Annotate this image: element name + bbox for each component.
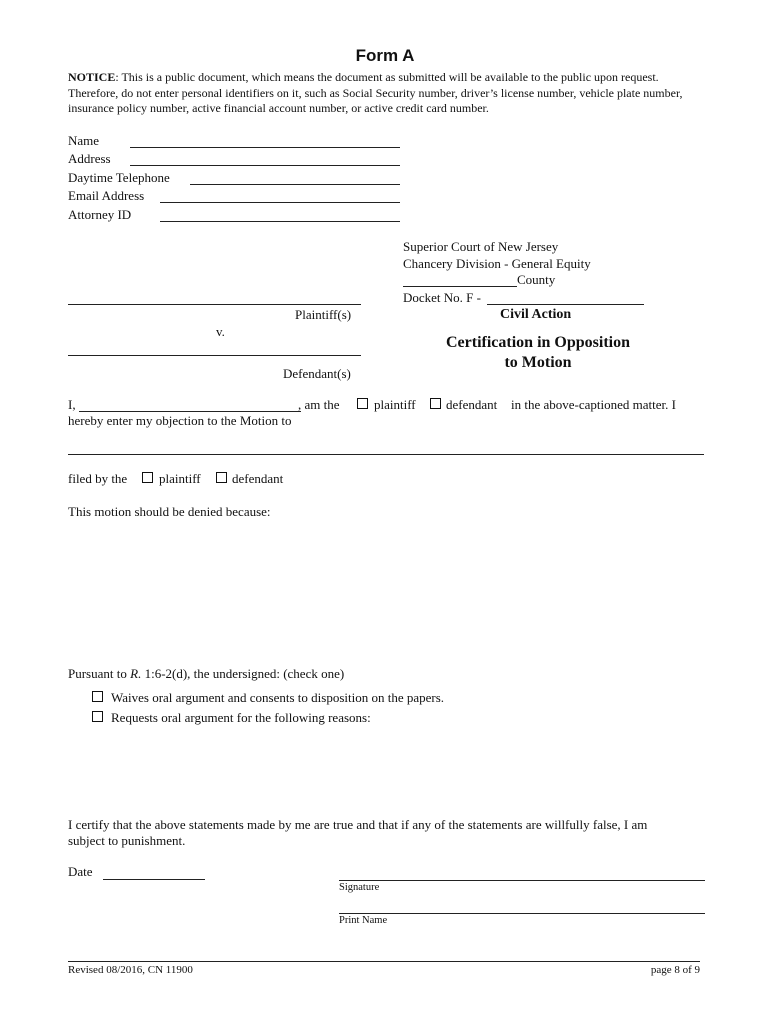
argument-reasons-area[interactable] bbox=[111, 730, 701, 800]
print-name-label: Print Name bbox=[339, 915, 388, 926]
filed-by-defendant-label: defendant bbox=[232, 471, 284, 486]
waive-argument-label: Waives oral argument and consents to disposition on the papers. bbox=[111, 690, 445, 705]
versus-label: v. bbox=[216, 324, 225, 339]
filed-by-text: filed by the bbox=[68, 471, 128, 486]
certifier-name-field[interactable] bbox=[79, 397, 301, 412]
pursuant-text bbox=[68, 666, 344, 682]
email-address-field[interactable] bbox=[160, 188, 400, 203]
certify-line-2: subject to punishment. bbox=[68, 833, 186, 848]
notice-paragraph bbox=[68, 70, 708, 117]
denied-because-text: This motion should be denied because: bbox=[68, 504, 271, 519]
motion-description-field[interactable] bbox=[68, 440, 704, 455]
request-argument-label: Requests oral argument for the following reasons: bbox=[111, 710, 371, 725]
filed-by-plaintiff-checkbox[interactable] bbox=[142, 472, 153, 483]
civil-action-label: Civil Action bbox=[500, 307, 572, 322]
role-plaintiff-checkbox[interactable] bbox=[357, 398, 368, 409]
date-field[interactable] bbox=[103, 865, 205, 880]
attorney-id-label: Attorney ID bbox=[68, 207, 132, 222]
docket-number-field[interactable] bbox=[487, 290, 644, 305]
plaintiff-label: Plaintiff(s) bbox=[295, 307, 352, 322]
page-number: page 8 of 9 bbox=[650, 964, 700, 976]
court-division: Chancery Division - General Equity bbox=[403, 256, 591, 271]
pursuant-prefix: Pursuant to bbox=[68, 666, 131, 681]
filed-by-plaintiff-label: plaintiff bbox=[159, 471, 201, 486]
role-defendant-checkbox[interactable] bbox=[430, 398, 441, 409]
name-field[interactable] bbox=[130, 133, 400, 148]
email-address-label: Email Address bbox=[68, 188, 145, 203]
county-label: County bbox=[517, 272, 556, 287]
form-title: Form A bbox=[355, 46, 415, 65]
signature-label: Signature bbox=[339, 882, 380, 893]
objection-text: hereby enter my objection to the Motion to bbox=[68, 413, 292, 428]
docket-label: Docket No. F - bbox=[403, 290, 481, 305]
name-label: Name bbox=[68, 133, 100, 148]
address-field[interactable] bbox=[130, 151, 400, 166]
certification-heading-line1: Certification in Opposition bbox=[445, 334, 630, 351]
role-plaintiff-label: plaintiff bbox=[374, 397, 416, 412]
pursuant-rule: R. bbox=[130, 666, 142, 681]
certification-heading-line2: to Motion bbox=[504, 354, 572, 371]
request-argument-checkbox[interactable] bbox=[92, 711, 103, 722]
attorney-id-field[interactable] bbox=[160, 207, 400, 222]
pursuant-rest: 1:6-2(d), the undersigned: (check one) bbox=[141, 666, 345, 681]
defendant-label: Defendant(s) bbox=[283, 366, 351, 381]
signature-field[interactable] bbox=[339, 866, 705, 881]
date-label: Date bbox=[68, 864, 93, 879]
daytime-telephone-label: Daytime Telephone bbox=[68, 170, 170, 185]
county-field[interactable] bbox=[403, 272, 517, 287]
defendant-name-field[interactable] bbox=[68, 341, 361, 356]
print-name-field[interactable] bbox=[339, 899, 705, 914]
am-the-text: , am the bbox=[298, 397, 340, 412]
notice-label: NOTICE bbox=[68, 70, 116, 84]
certify-line-1: I certify that the above statements made by me are true and that if any of the statements are willfully false, I am bbox=[68, 817, 648, 832]
address-label: Address bbox=[68, 151, 111, 166]
matter-text: in the above-captioned matter. I bbox=[511, 397, 676, 412]
court-name: Superior Court of New Jersey bbox=[403, 239, 559, 254]
plaintiff-name-field[interactable] bbox=[68, 290, 361, 305]
role-defendant-label: defendant bbox=[446, 397, 498, 412]
filed-by-defendant-checkbox[interactable] bbox=[216, 472, 227, 483]
denial-reasons-area[interactable] bbox=[68, 524, 700, 654]
daytime-telephone-field[interactable] bbox=[190, 170, 400, 185]
i-prefix: I, bbox=[68, 397, 76, 412]
notice-text: : This is a public document, which means the document as submitted will be available to the public upon request. Therefore, do not enter personal identifiers on it, such as Social Security number, driver’s license number, vehicle plate number, insurance policy number, active financial account number, or active credit card number. bbox=[68, 70, 683, 115]
waive-argument-checkbox[interactable] bbox=[92, 691, 103, 702]
footer-divider bbox=[68, 961, 700, 962]
revision-note: Revised 08/2016, CN 11900 bbox=[68, 964, 193, 976]
